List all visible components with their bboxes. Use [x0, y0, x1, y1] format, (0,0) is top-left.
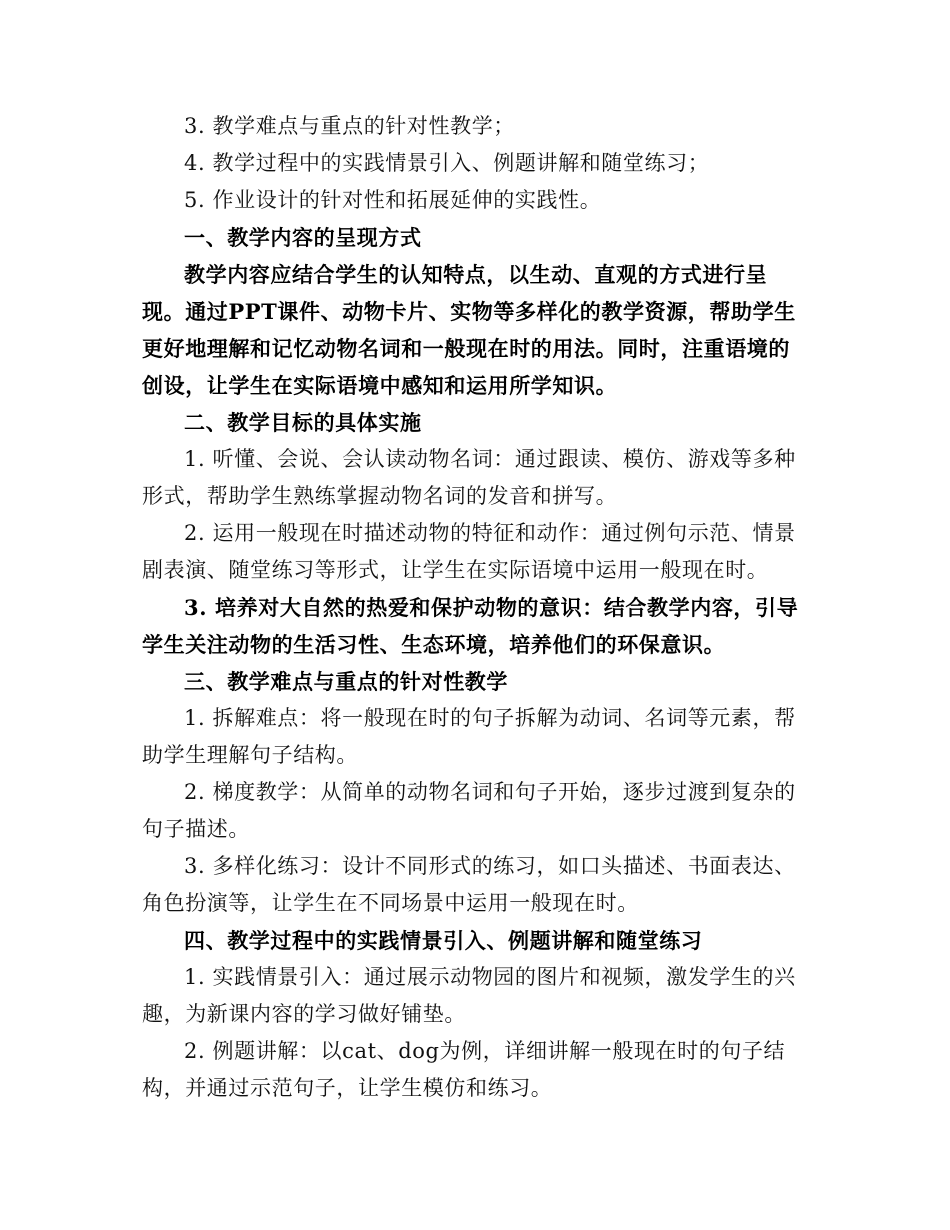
process-item-1: 1. 实践情景引入：通过展示动物园的图片和视频，激发学生的兴趣，为新课内容的学习做好铺垫。 — [142, 965, 796, 1026]
section-heading-4: 四、教学过程中的实践情景引入、例题讲解和随堂练习 — [184, 928, 703, 953]
process-item-2: 2. 例题讲解：以cat、dog为例，详细讲解一般现在时的句子结构，并通过示范句子，让学生模仿和练习。 — [142, 1039, 786, 1100]
goal-item-3: 3. 培养对大自然的热爱和保护动物的意识：结合教学内容，引导学生关注动物的生活习性、生态环境，培养他们的环保意识。 — [142, 595, 799, 657]
difficulty-item-1: 1. 拆解难点：将一般现在时的句子拆解为动词、名词等元素，帮助学生理解句子结构。 — [142, 706, 796, 767]
outline-item-4: 4. 教学过程中的实践情景引入、例题讲解和随堂练习； — [184, 151, 710, 175]
difficulty-item-2: 2. 梯度教学：从简单的动物名词和句子开始，逐步过渡到复杂的句子描述。 — [142, 780, 796, 841]
section-1-paragraph: 教学内容应结合学生的认知特点，以生动、直观的方式进行呈现。通过PPT课件、动物卡片、实物等多样化的教学资源，帮助学生更好地理解和记忆动物名词和一般现在时的用法。同时，注重语境的创设，让学生在实际语境中感知和运用所学知识。 — [142, 262, 796, 398]
outline-item-3: 3. 教学难点与重点的针对性教学； — [184, 114, 515, 138]
section-heading-2: 二、教学目标的具体实施 — [184, 410, 422, 435]
section-heading-1: 一、教学内容的呈现方式 — [184, 225, 422, 250]
document-body — [142, 108, 810, 1107]
section-heading-3: 三、教学难点与重点的针对性教学 — [184, 669, 508, 694]
outline-item-5: 5. 作业设计的针对性和拓展延伸的实践性。 — [184, 188, 602, 212]
difficulty-item-3: 3. 多样化练习：设计不同形式的练习，如口头描述、书面表达、角色扮演等，让学生在不同场景中运用一般现在时。 — [142, 854, 796, 915]
goal-item-2: 2. 运用一般现在时描述动物的特征和动作：通过例句示范、情景剧表演、随堂练习等形式，让学生在实际语境中运用一般现在时。 — [142, 521, 796, 582]
goal-item-1: 1. 听懂、会说、会认读动物名词：通过跟读、模仿、游戏等多种形式，帮助学生熟练掌握动物名词的发音和拼写。 — [142, 447, 796, 508]
